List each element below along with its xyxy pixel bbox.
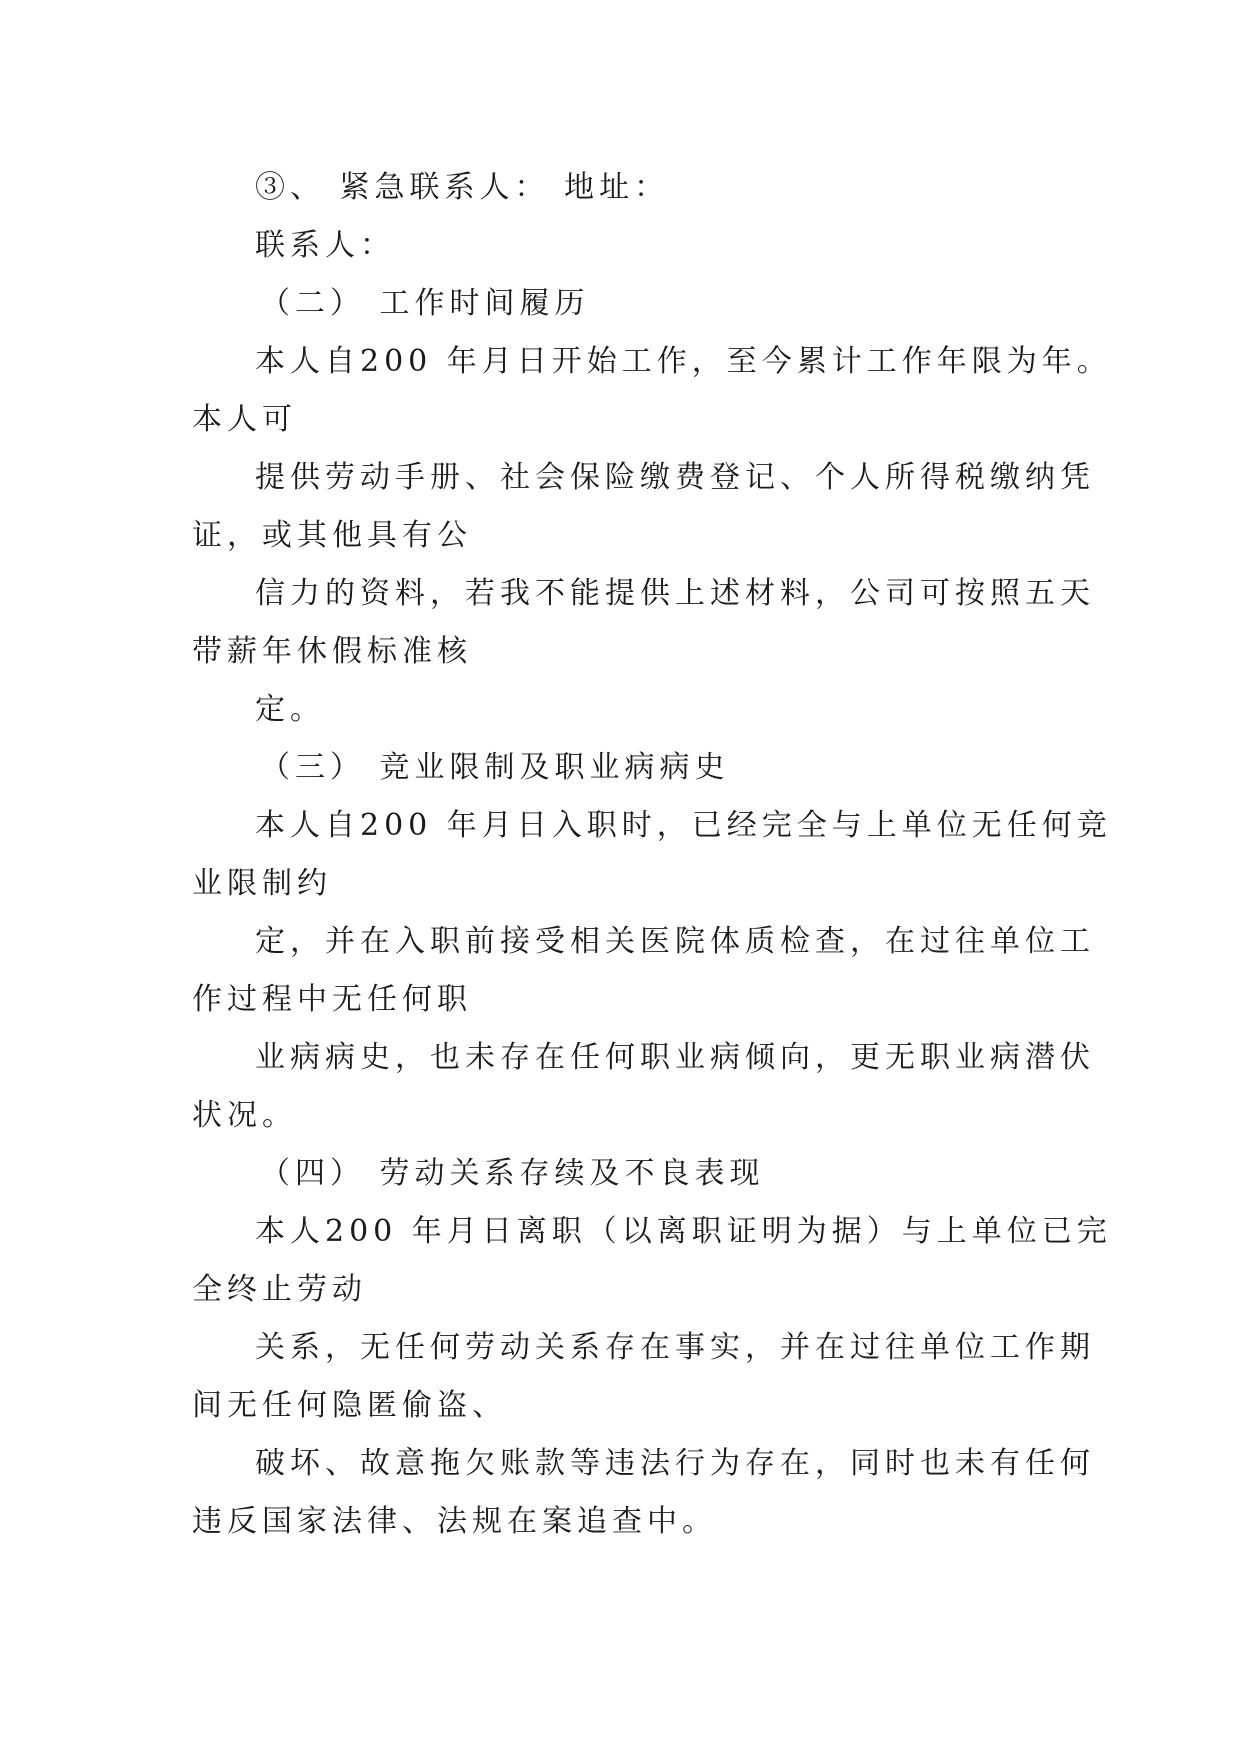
paragraph-line: 信力的资料，若我不能提供上述材料，公司可按照五天 bbox=[255, 576, 1095, 611]
paragraph-line: 违反国家法律、法规在案追查中。 bbox=[192, 1504, 717, 1539]
paragraph-line: 定。 bbox=[255, 692, 325, 727]
paragraph-line: 业病病史，也未存在任何职业病倾向，更无职业病潜伏 bbox=[255, 1040, 1095, 1075]
section-heading-noncompete: （三） 竞业限制及职业病病史 bbox=[260, 750, 730, 785]
paragraph-line: 定，并在入职前接受相关医院体质检查，在过往单位工 bbox=[255, 924, 1095, 959]
paragraph-line: 证，或其他具有公 bbox=[192, 518, 472, 553]
paragraph-line: 提供劳动手册、社会保险缴费登记、个人所得税缴纳凭 bbox=[255, 460, 1095, 495]
paragraph-line: 间无任何隐匿偷盗、 bbox=[192, 1388, 507, 1423]
paragraph-line: 业限制约 bbox=[192, 866, 332, 901]
emergency-contact-address-line: ③、 紧急联系人： 地址： bbox=[255, 170, 670, 205]
paragraph-line: 本人自200 年月日入职时，已经完全与上单位无任何竞 bbox=[255, 808, 1112, 843]
paragraph-line: 本人可 bbox=[192, 402, 297, 437]
paragraph-line: 全终止劳动 bbox=[192, 1272, 367, 1307]
paragraph-line: 状况。 bbox=[192, 1098, 297, 1133]
paragraph-line: 关系，无任何劳动关系存在事实，并在过往单位工作期 bbox=[255, 1330, 1095, 1365]
contact-person-line: 联系人： bbox=[255, 228, 395, 263]
paragraph-line: 本人自200 年月日开始工作，至今累计工作年限为年。 bbox=[255, 344, 1112, 379]
section-heading-work-history: （二） 工作时间履历 bbox=[260, 286, 590, 321]
paragraph-line: 带薪年休假标准核 bbox=[192, 634, 472, 669]
paragraph-line: 作过程中无任何职 bbox=[192, 982, 472, 1017]
paragraph-line: 本人200 年月日离职（以离职证明为据）与上单位已完 bbox=[255, 1214, 1112, 1249]
section-heading-labor-relations: （四） 劳动关系存续及不良表现 bbox=[260, 1156, 765, 1191]
paragraph-line: 破坏、故意拖欠账款等违法行为存在，同时也未有任何 bbox=[255, 1446, 1095, 1481]
